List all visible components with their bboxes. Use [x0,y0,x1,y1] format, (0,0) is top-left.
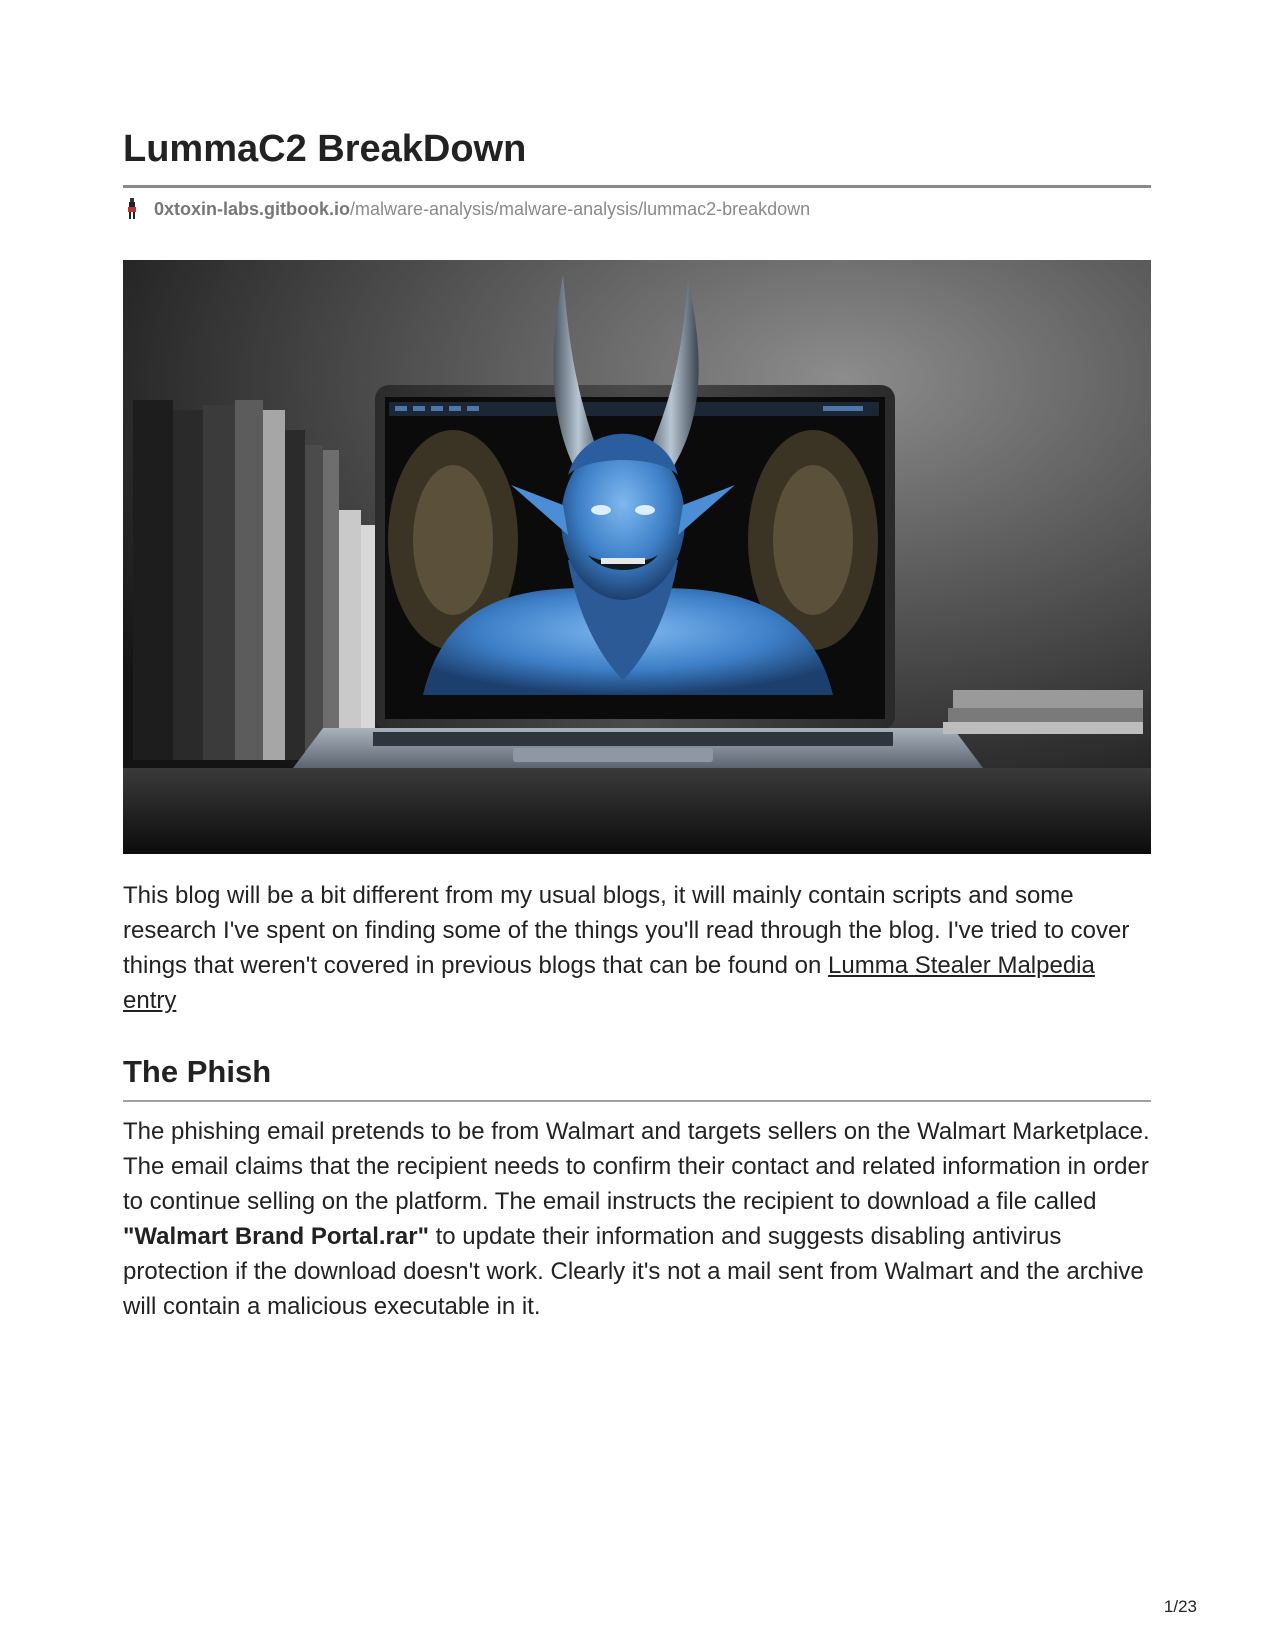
page-title: LummaC2 BreakDown [123,128,527,170]
page-number: 1/23 [1163,1597,1197,1616]
intro-text: This blog will be a bit different from my usual blogs, it will mainly contain scripts and some research I've spent on finding some of the things you'll read through the blog. I've tried to cover things that weren't covered in previous blogs that can be found on [123,882,1130,979]
intro-paragraph [123,878,1151,1018]
title-divider [123,185,1151,188]
hero-image [123,260,1151,854]
site-favicon-icon [123,198,141,220]
source-url[interactable] [123,198,810,220]
malpedia-link[interactable]: Lumma Stealer Malpedia entry [123,952,1095,1014]
archive-filename: "Walmart Brand Portal.rar" [123,1223,429,1250]
phish-text-after: to update their information and suggests disabling antivirus protection if the download doesn't work. Clearly it's not a mail sent from Walmart and the archive will contain a malicious executable in it. [123,1223,1144,1320]
source-path: /malware-analysis/malware-analysis/lummac2-breakdown [350,198,811,219]
horned-demon-laptop-icon [123,260,1151,854]
phish-text-before: The phishing email pretends to be from Walmart and targets sellers on the Walmart Marketplace. The email claims that the recipient needs to confirm their contact and related information in order to continue selling on the platform. The email instructs the recipient to download a file called [123,1118,1150,1215]
section-heading: The Phish [123,1054,272,1089]
phish-paragraph [123,1114,1151,1324]
source-domain: 0xtoxin-labs.gitbook.io [154,198,351,219]
section-divider [123,1100,1151,1102]
